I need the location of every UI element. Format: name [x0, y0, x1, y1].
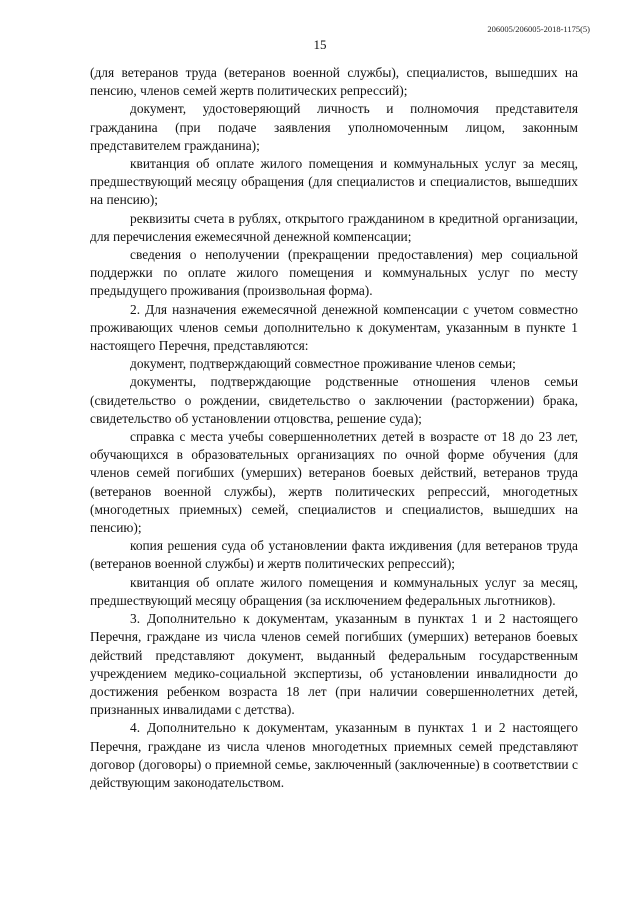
page-number: 15 [313, 37, 327, 52]
paragraph-item-3: 3. Дополнительно к документам, указанным в пунктах 1 и 2 настоящего Перечня, граждане из числа членов семей погибших (умерших) ветеранов боевых действий представляют документ, выданный федеральным государственным учреждением медико-социальной экспертизы, об установлении инвалидности до достижения ребенком возраста 18 лет (при наличии совершеннолетних детей, признанных инвалидами с детства). [90, 611, 578, 718]
paragraph-item-4: 4. Дополнительно к документам, указанным в пунктах 1 и 2 настоящего Перечня, граждане из числа членов многодетных приемных семей представляют договор (договоры) о приемной семье, заключенный (заключенные) в соответствии с действующим законодательством. [90, 720, 578, 790]
paragraph-cohabitation-document: документ, подтверждающий совместное проживание членов семьи; [130, 356, 516, 372]
paragraph-utility-receipt-2: квитанция об оплате жилого помещения и коммунальных услуг за месяц, предшествующий месяцу обращения (за исключением федеральных льготников). [90, 574, 578, 608]
paragraph-bank-details: реквизиты счета в рублях, открытого гражданином в кредитной организации, для перечисления ежемесячной денежной компенсации; [90, 210, 578, 244]
document-body [90, 64, 578, 792]
paragraph-item-2: 2. Для назначения ежемесячной денежной компенсации с учетом совместно проживающих членов семьи дополнительно к документам, указанным в пункте 1 настоящего Перечня, представляются: [90, 301, 578, 354]
document-code: 206005/206005-2018-1175(5) [487, 24, 590, 34]
paragraph-continuation: (для ветеранов труда (ветеранов военной службы), специалистов, вышедших на пенсию, членов семей жертв политических репрессий); [90, 65, 578, 99]
paragraph-court-decision: копия решения суда об установлении факта иждивения (для ветеранов труда (ветеранов военной службы) и жертв политических репрессий); [90, 538, 578, 572]
paragraph-identity-document: документ, удостоверяющий личность и полномочия представителя гражданина (при подаче заявления уполномоченным лицом, законным представителем гражданина); [90, 101, 578, 153]
paragraph-utility-receipt: квитанция об оплате жилого помещения и коммунальных услуг за месяц, предшествующий месяцу обращения (для специалистов и специалистов, вышедших на пенсию); [90, 156, 578, 208]
paragraph-non-receipt-info: сведения о неполучении (прекращении предоставления) мер социальной поддержки по оплате жилого помещения и коммунальных услуг по месту предыдущего проживания (произвольная форма). [90, 247, 578, 299]
paragraph-study-certificate: справка с места учебы совершеннолетних детей в возрасте от 18 до 23 лет, обучающихся в образовательных организациях по очной форме обучения (для членов семей погибших (умерших) ветеранов боевых действий, ветеранов труда (ветеранов военной службы), жертв политических репрессий, многодетных (многодетных приемных) семей, специалистов и специалистов, вышедших на пенсию); [90, 429, 578, 536]
paragraph-kinship-documents: документы, подтверждающие родственные отношения членов семьи (свидетельство о рождении, свидетельство о заключении (расторжении) брака, свидетельство об установлении отцовства, решение суда); [90, 374, 578, 426]
